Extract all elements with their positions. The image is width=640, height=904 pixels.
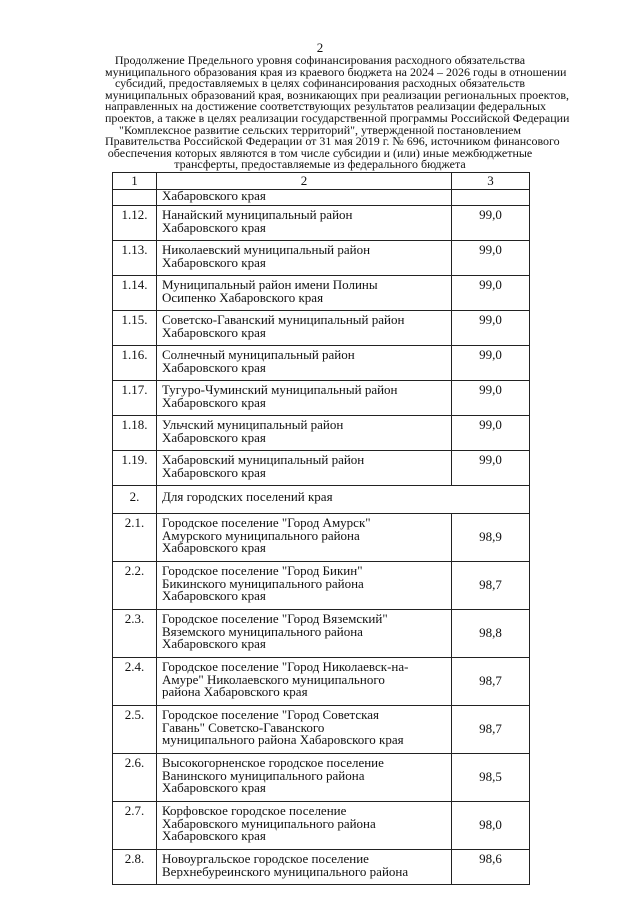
row-name <box>157 311 452 346</box>
row-name-line: Амурского муниципального района <box>162 527 360 543</box>
column-header-2: 2 <box>157 173 452 190</box>
page-number: 2 <box>316 40 324 55</box>
row-name <box>157 610 452 658</box>
table-row <box>113 802 530 850</box>
row-number: 2.7. <box>113 802 157 850</box>
row-name-line: Хабаровского края <box>162 588 266 603</box>
row-value: 99,0 <box>452 416 530 451</box>
table-row <box>113 416 530 451</box>
row-name-line: Хабаровского края <box>162 540 266 555</box>
row-name-line: Солнечный муниципальный район <box>162 347 355 362</box>
row-name-line: Нанайский муниципальный район <box>162 207 353 222</box>
row-name-line: Ванинского муниципального района <box>162 767 365 783</box>
table-row <box>113 610 530 658</box>
row-name-line: Корфовское городское поселение <box>162 803 347 818</box>
cofinancing-table <box>112 172 530 885</box>
row-value: 99,0 <box>452 346 530 381</box>
row-number: 2.2. <box>113 562 157 610</box>
row-name-line: района Хабаровского края <box>162 684 308 699</box>
row-value: 99,0 <box>452 381 530 416</box>
row-number: 1.16. <box>113 346 157 381</box>
row-number: 2.4. <box>113 658 157 706</box>
row-name <box>157 802 452 850</box>
row-name <box>157 754 452 802</box>
row-name-line: Хабаровского муниципального района <box>162 815 376 831</box>
row-value: 98,7 <box>452 706 530 754</box>
row-name-line: Верхнебуреинского муниципального района <box>162 863 409 879</box>
document-heading <box>105 53 570 172</box>
table-row <box>113 850 530 885</box>
continuation-text: Хабаровского края <box>157 190 452 206</box>
row-number: 1.19. <box>113 451 157 486</box>
heading-line: муниципального образования края из краевого бюджета на 2024 – 2026 годы в отношении <box>105 64 567 79</box>
row-name-line: Хабаровского края <box>162 828 266 843</box>
row-name-line: Тугуро-Чуминский муниципальный район <box>162 382 398 397</box>
table-row <box>113 451 530 486</box>
row-value <box>452 190 530 206</box>
row-name <box>157 206 452 241</box>
row-name <box>157 381 452 416</box>
row-name <box>157 276 452 311</box>
row-name-line: Советско-Гаванский муниципальный район <box>162 312 405 327</box>
heading-line: обеспечения которых являются в том числе субсидии и (или) иные межбюджетные <box>107 145 533 160</box>
table-row <box>113 381 530 416</box>
row-name-line: муниципального района Хабаровского края <box>162 732 404 747</box>
row-name <box>157 850 452 885</box>
row-number: 1.14. <box>113 276 157 311</box>
heading-line: муниципальных образований края, возникающих при реализации региональных проектов, <box>105 87 570 102</box>
section-number: 2. <box>113 486 157 514</box>
row-name-line: Хабаровского края <box>162 464 266 480</box>
heading-line: Продолжение Предельного уровня софинансирования расходного обязательства <box>114 53 526 67</box>
row-name-line: Муниципальный район имени Полины <box>162 277 378 292</box>
row-name-line: Новоургальское городское поселение <box>162 851 369 866</box>
row-name-line: Хабаровского края <box>162 429 266 445</box>
row-number: 2.5. <box>113 706 157 754</box>
row-name-line: Хабаровского края <box>162 780 266 795</box>
row-value: 98,5 <box>452 754 530 802</box>
row-value: 98,0 <box>452 802 530 850</box>
heading-line: направленных на достижение соответствующих результатов реализации федеральных <box>105 99 547 114</box>
row-name-line: Хабаровского края <box>162 254 266 270</box>
row-name-line: Гавань" Советско-Гаванского <box>162 719 325 735</box>
row-name-line: Высокогорненское городское поселение <box>162 755 384 770</box>
row-name <box>157 706 452 754</box>
table-row <box>113 658 530 706</box>
row-name-line: Николаевский муниципальный район <box>162 242 371 257</box>
table-row <box>113 562 530 610</box>
row-value: 99,0 <box>452 241 530 276</box>
table-row <box>113 206 530 241</box>
row-name-line: Хабаровского края <box>162 359 266 375</box>
row-name <box>157 241 452 276</box>
row-name-line: Хабаровского края <box>162 394 266 410</box>
row-name-line: Хабаровского края <box>162 636 266 651</box>
row-value: 98,7 <box>452 562 530 610</box>
row-number: 2.8. <box>113 850 157 885</box>
row-value: 99,0 <box>452 311 530 346</box>
row-name-line: Городское поселение "Город Советская <box>162 707 380 722</box>
row-value: 98,8 <box>452 610 530 658</box>
row-number: 2.6. <box>113 754 157 802</box>
row-name-line: Ульчский муниципальный район <box>162 417 344 432</box>
heading-line: трансферты, предоставляемые из федерального бюджета <box>174 157 466 172</box>
row-name <box>157 658 452 706</box>
row-value: 98,6 <box>452 850 530 885</box>
continuation-row <box>113 190 530 206</box>
table-row <box>113 346 530 381</box>
row-name <box>157 514 452 562</box>
row-name-line: Бикинского муниципального района <box>162 575 364 591</box>
row-name-line: Осипенко Хабаровского края <box>162 289 324 305</box>
row-name-line: Городское поселение "Город Николаевск-на- <box>162 659 409 674</box>
row-name <box>157 346 452 381</box>
row-value: 98,9 <box>452 514 530 562</box>
row-name <box>157 562 452 610</box>
table-row <box>113 754 530 802</box>
row-value: 99,0 <box>452 451 530 486</box>
row-number: 2.3. <box>113 610 157 658</box>
heading-line: субсидий, предоставляемых в целях софинансирования расходных обязательств <box>114 76 526 91</box>
row-value: 99,0 <box>452 206 530 241</box>
row-value: 98,7 <box>452 658 530 706</box>
row-name-line: Городское поселение "Город Вяземский" <box>162 611 388 626</box>
row-number: 1.17. <box>113 381 157 416</box>
table-row <box>113 241 530 276</box>
heading-line: Правительства Российской Федерации от 31 мая 2019 г. № 696, источником финансового <box>105 134 560 149</box>
heading-line: проектов, а также в целях реализации государственной программы Российской Федерации <box>105 110 570 125</box>
row-number: 1.13. <box>113 241 157 276</box>
row-name-line: Городское поселение "Город Бикин" <box>162 563 363 578</box>
row-number: 2.1. <box>113 514 157 562</box>
table-row <box>113 276 530 311</box>
table-header-row <box>113 173 530 190</box>
row-name <box>157 416 452 451</box>
row-name-line: Городское поселение "Город Амурск" <box>162 515 371 530</box>
row-name-line: Хабаровского края <box>162 219 266 235</box>
table-row <box>113 706 530 754</box>
row-name-line: Хабаровский муниципальный район <box>162 452 365 467</box>
table-row <box>113 514 530 562</box>
row-value: 99,0 <box>452 276 530 311</box>
row-name-line: Вяземского муниципального района <box>162 623 363 639</box>
row-number: 1.12. <box>113 206 157 241</box>
section-row <box>113 486 530 514</box>
row-number: 1.18. <box>113 416 157 451</box>
row-number: 1.15. <box>113 311 157 346</box>
column-header-1: 1 <box>113 173 157 190</box>
row-name-line: Хабаровского края <box>162 324 266 340</box>
row-name-line: Амуре" Николаевского муниципального <box>162 671 385 687</box>
row-number <box>113 190 157 206</box>
column-header-3: 3 <box>452 173 530 190</box>
table-row <box>113 311 530 346</box>
section-label: Для городских поселений края <box>157 486 530 514</box>
row-name <box>157 451 452 486</box>
heading-line: "Комплексное развитие сельских территорий", утвержденной постановлением <box>119 122 521 137</box>
